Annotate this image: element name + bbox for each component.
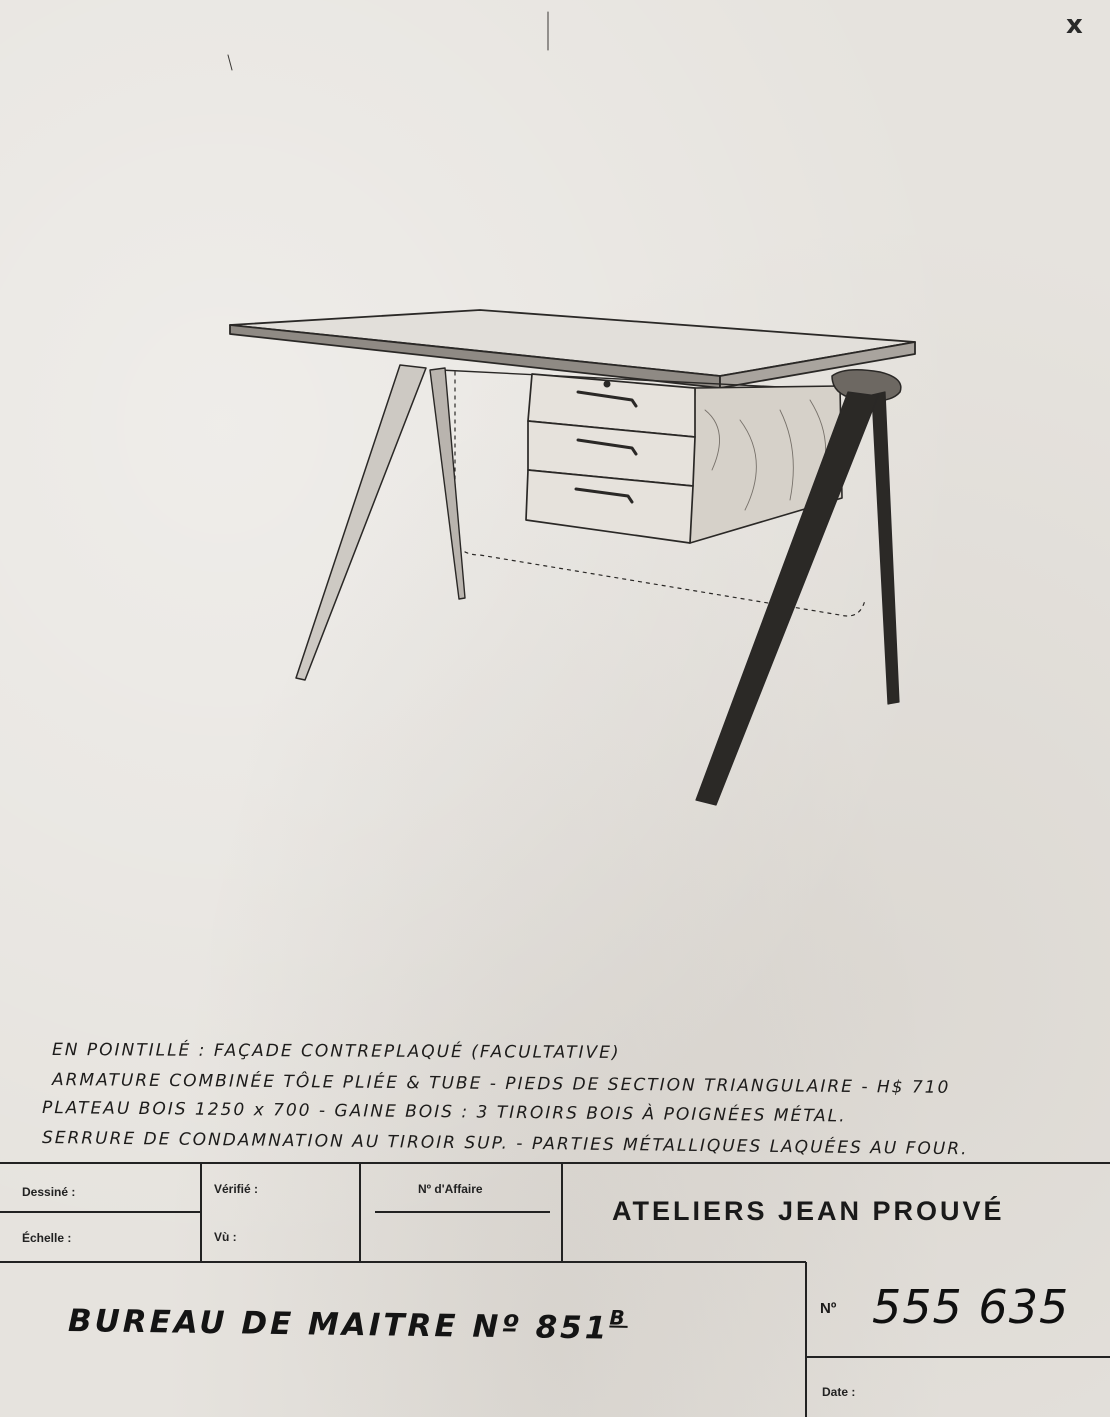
note-line-4: SERRURE DE CONDAMNATION AU TIROIR SUP. - PARTIES MÉTALLIQUES LAQUÉES AU FOUR. (41, 1128, 969, 1160)
title-suffix: B (609, 1305, 628, 1330)
company-name: ATELIERS JEAN PROUVÉ (612, 1196, 1005, 1226)
note-line-3: PLATEAU BOIS 1250 x 700 - GAINE BOIS : 3 TIROIRS BOIS À POIGNÉES MÉTAL. (41, 1098, 847, 1127)
drawing-number: 555 635 (872, 1280, 1070, 1334)
drawer-unit (526, 374, 842, 543)
note-line-2: ARMATURE COMBINÉE TÔLE PLIÉE & TUBE - PIEDS DE SECTION TRIANGULAIRE - H$ 710 (51, 1070, 951, 1098)
title-main: BUREAU DE MAITRE Nº 851 (67, 1303, 610, 1347)
right-back-leg (872, 392, 899, 704)
dessine-label: Dessiné : (22, 1185, 76, 1199)
date-label: Date : (822, 1385, 856, 1399)
vu-label: Vù : (214, 1230, 237, 1244)
echelle-label: Échelle : (22, 1231, 72, 1245)
affaire-label: Nº d'Affaire (418, 1182, 483, 1196)
number-label: Nº (820, 1300, 837, 1317)
drawing-title (68, 1298, 628, 1347)
corner-mark: x (1066, 10, 1083, 40)
note-line-1: EN POINTILLÉ : FAÇADE CONTREPLAQUÉ (FACULTATIVE) (51, 1040, 621, 1063)
left-front-leg (296, 365, 426, 680)
left-back-leg (430, 368, 465, 599)
verifie-label: Vérifié : (214, 1182, 259, 1196)
